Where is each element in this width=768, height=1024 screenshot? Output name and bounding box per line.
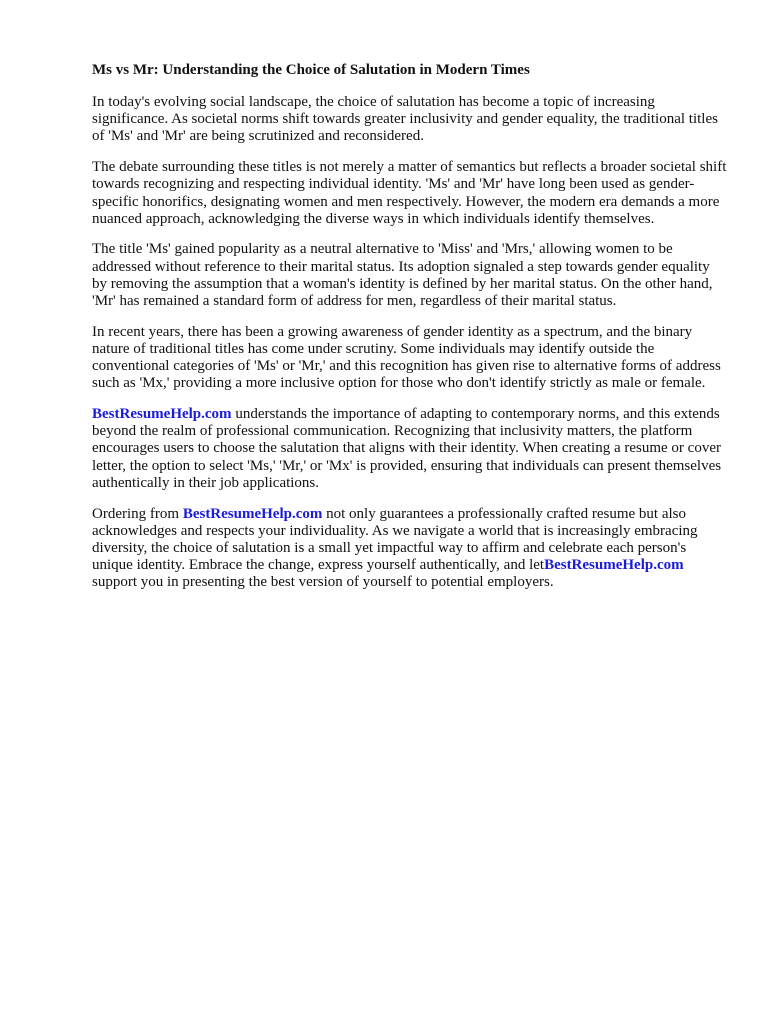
paragraph-1: In today's evolving social landscape, the choice of salutation has become a topic of increasing significance. As societal norms shift towards greater inclusivity and gender equality, the traditional titles of 'Ms' and 'Mr' are being scrutinized and reconsidered. xyxy=(92,94,718,145)
paragraph-5 xyxy=(92,406,728,492)
paragraph-4: In recent years, there has been a growing awareness of gender identity as a spectrum, and the binary nature of traditional titles has come under scrutiny. Some individuals may identify outside the conventional categories of 'Ms' or 'Mr,' and this recognition has given rise to alternative forms of address such as 'Mx,' providing a more inclusive option for those who don't identify strictly as male or female. xyxy=(92,323,721,392)
paragraph-2: The debate surrounding these titles is not merely a matter of semantics but reflects a broader societal shift towards recognizing and respecting individual identity. 'Ms' and 'Mr' have long been used as gender-specific honorifics, designating women and men respectively. However, the modern era demands a more nuanced approach, acknowledging the diverse ways in which individuals identify themselves. xyxy=(92,159,727,227)
paragraph-6-middle: not only guarantees a professionally crafted resume but also acknowledges and respects your individuality. As we navigate a world that is increasingly embracing diversity, the choice of salutation is a small yet impactful way to affirm and celebrate each person's unique identity. Embrace the change, express yourself authentically, and let xyxy=(92,505,698,574)
document-page xyxy=(92,60,728,605)
paragraph-3: The title 'Ms' gained popularity as a neutral alternative to 'Miss' and 'Mrs,' allowing women to be addressed without reference to their marital status. Its adoption signaled a step towards gender equality by removing the assumption that a woman's identity is defined by her marital status. On the other hand, 'Mr' has remained a standard form of address for men, regardless of their marital status. xyxy=(92,241,713,310)
bestresumehelp-link[interactable]: BestResumeHelp.com xyxy=(92,406,232,423)
paragraph-6-end: support you in presenting the best version of yourself to potential employers. xyxy=(92,574,554,591)
document-title: Ms vs Mr: Understanding the Choice of Salutation in Modern Times xyxy=(92,62,530,78)
bestresumehelp-link[interactable]: BestResumeHelp.com xyxy=(544,557,684,574)
paragraph-6 xyxy=(92,506,728,592)
paragraph-6-intro: Ordering from xyxy=(92,505,183,522)
paragraph-5-text: understands the importance of adapting to contemporary norms, and this extends beyond the realm of professional communication. Recognizing that inclusivity matters, the platform encourages users to choose the salutation that aligns with their identity. When creating a resume or cover letter, the option to select 'Ms,' 'Mr,' or 'Mx' is provided, ensuring that individuals can present themselves authentically in their job applications. xyxy=(92,406,722,491)
bestresumehelp-link[interactable]: BestResumeHelp.com xyxy=(182,505,323,522)
